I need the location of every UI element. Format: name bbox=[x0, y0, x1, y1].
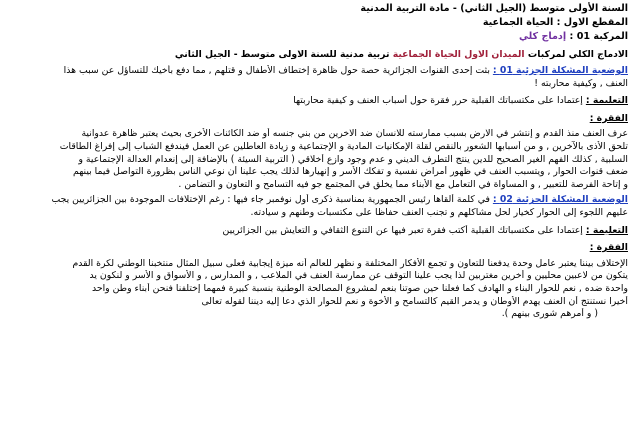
paragraph1-line: تلحق الأذى بالآخرين , و من أسبابها الشعور بالنقص لقلة الإمكانيات المادية و الإجتماعية و زيادة العاطلين عن العمل فيندفع الشباب إلى إفراغ الطاقات bbox=[59, 140, 628, 152]
instruction1-line bbox=[4, 95, 628, 108]
instruction2-text: إعتمادا على مكتسباتك القبلية أكتب فقرة تعبر فيها عن التنوع الثقافي و التعايش بين الجزائريين bbox=[222, 224, 583, 236]
paragraph1-line: ضعف قنوات الحوار , ويتسبب العنف في ظهور أمراض نفسية و تفكك الأسر و إنهيارها لذلك يجب علينا أن نوعي الناس بظرورة التواصل فيما بينهم bbox=[73, 166, 628, 178]
paragraph2-label: الفقرة : bbox=[589, 242, 628, 254]
section-value: الحياة الجماعية bbox=[482, 17, 554, 28]
section-label: المقطع الاول : bbox=[556, 17, 628, 28]
situation1-line1 bbox=[4, 65, 628, 78]
situation1-text-line2: العنف , وكيفية محاربته ! bbox=[534, 77, 628, 89]
paragraph2-line: واحدة ضده , نعم للحوار البناء و الهادف كما فعلنا حين صوتنا بنعم لمشروع المصالحة الوطنية بنسبة كبيرة فمهما إختلفنا فنحن أبناء وطن واحد bbox=[91, 282, 628, 294]
paragraph2 bbox=[4, 258, 628, 321]
paragraph1-line: السلبية , كذلك الفهم الغير الصحيح للدين ينتج التطرف الديني و عدم وجود وازع أخلاقي ( التربية السيئة ) بالإضافة إلى إنعدام العدالة الإجتماعية و bbox=[78, 153, 628, 165]
component-line bbox=[4, 30, 628, 44]
paragraph1-line: عرف العنف منذ القدم و إنتشر في الارض بسبب ممارسته للانسان ضد الاخرين من بني جنسه أو ضد الكائنات الأخرى بحيث يعتبر ظاهرة عدوانية bbox=[81, 128, 628, 140]
situation2-text-line1: في كلمة ألقاها رئيس الجمهورية بمناسبة ذكرى أول نوفمبر جاء فيها : رغم الإختلافات الموجودة بين الجزائريين يجب bbox=[51, 194, 490, 206]
integration-title bbox=[4, 48, 628, 62]
paragraph2-line: أخيرا نستنتج أن العنف يهدم الأوطان و يدمر القيم كالتسامح و الأخوة و نعم للحوار الذي دعا إليه ديننا لقوله تعالى bbox=[201, 295, 628, 307]
component-label: المركبة bbox=[593, 31, 628, 42]
section-line bbox=[4, 16, 628, 30]
instruction2-line bbox=[4, 225, 628, 238]
instruction1-text: إعتمادا على مكتسباتك القبلية حرر فقرة حول أسباب العنف و كيفية محاربتها bbox=[293, 95, 583, 107]
document-header: السنة الأولى متوسط (الجيل الثاني) - مادة التربية المدنية bbox=[360, 3, 628, 14]
component-number: 01 bbox=[576, 31, 591, 42]
situation1-text-line1: بثت إحدى القنوات الجزائرية حصة حول ظاهرة إختطاف الأطفال و قتلهم , مما دفع بأخيك للتساؤل عن سبب هذا bbox=[63, 65, 490, 76]
integration-title-part3: تربية مدنية للسنة الاولى متوسط - الجيل الثاني bbox=[174, 49, 390, 60]
integration-title-part1: الادماج الكلي لمركبات bbox=[527, 49, 628, 60]
paragraph1-label: الفقرة : bbox=[589, 112, 628, 124]
situation1-label: الوضعية المشكلة الجزئية 01 : bbox=[492, 65, 628, 76]
paragraph2-closing-verse: ( و أمرهم شورى بينهم ). bbox=[501, 308, 598, 320]
paragraph1-line: و إتاحة الفرصة للتعبير , و المساواة في التعامل مع الأبناء مما يخلق في المجتمع جو فيه التسامح و التعاون و التضامن . bbox=[178, 178, 628, 190]
paragraph1 bbox=[4, 128, 628, 191]
situation2-label: الوضعية المشكلة الجزئية 02 : bbox=[492, 194, 628, 206]
integration-title-part2: الميدان الاول الحياة الجماعية bbox=[392, 49, 525, 60]
paragraph2-line: يتكون من لاعبين محليين و أخرين مغتربين لذا يجب علينا التوقف عن ممارسة العنف في الملاعب , و المدارس , و الأسواق و الأسر و لنكون يد bbox=[89, 270, 628, 282]
component-sep: : bbox=[569, 31, 574, 42]
situation2-text-line2: عليهم اللجوء إلى الحوار كخيار لحل مشاكلهم و تجنب العنف حفاظا على مكتسبات وطنهم و سيادته. bbox=[250, 206, 628, 218]
component-value: إدماج كلي bbox=[518, 31, 567, 42]
paragraph2-line: الإختلاف بيننا يعتبر عامل وحدة يدفعنا للتعاون و تجمع الأفكار المختلفة و نظهر للعالم أنه ميزة إيجابية فعلى سبيل المثال منتخبنا الوطني لكرة القدم bbox=[72, 257, 628, 269]
situation2-line1 bbox=[4, 194, 628, 207]
instruction2-label: التعليمة : bbox=[585, 224, 628, 236]
instruction1-label: التعليمة : bbox=[585, 95, 628, 107]
